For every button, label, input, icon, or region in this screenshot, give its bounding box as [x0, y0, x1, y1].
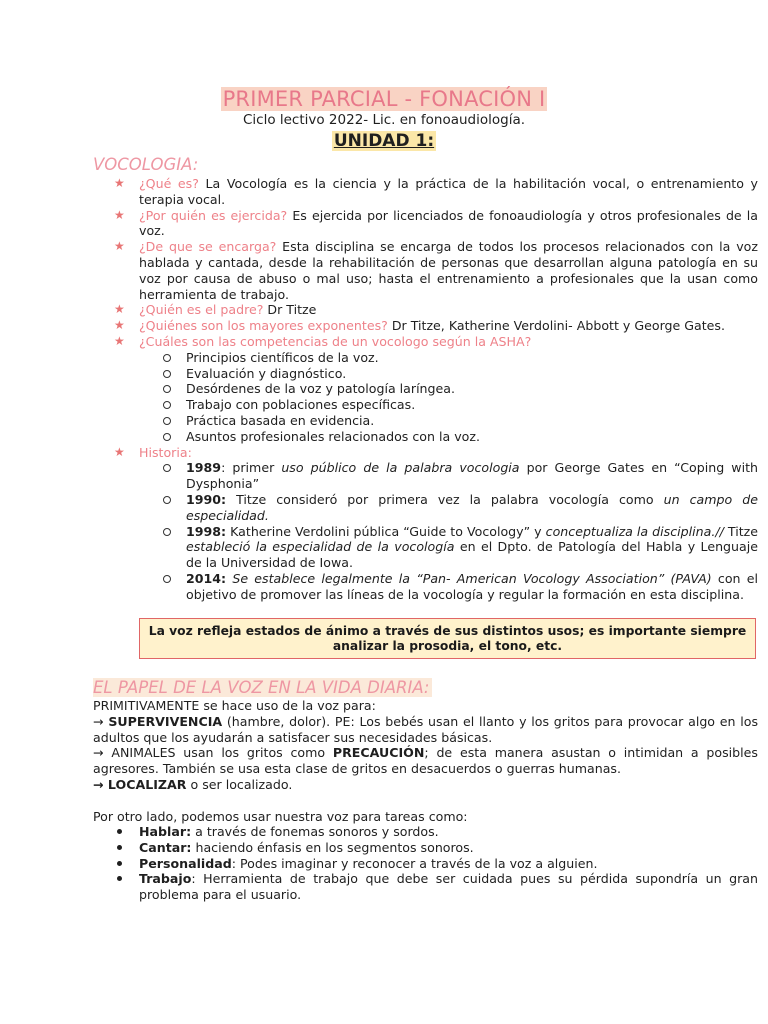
- vocologia-heading: VOCOLOGIA:: [93, 155, 199, 174]
- papel-intro: PRIMITIVAMENTE se hace uso de la voz para:: [93, 698, 376, 713]
- list-item: Asuntos profesionales relacionados con la voz.: [0, 429, 768, 445]
- list-item: Hablar: a través de fonemas sonoros y sordos.: [0, 824, 768, 840]
- list-item: ★ ¿Qué es? La Vocología es la ciencia y la práctica de la habilitación vocal, o entrenamiento y terapia vocal.: [114, 176, 759, 207]
- list-item: ★ ¿Quién es el padre? Dr Titze: [114, 302, 317, 318]
- star-icon: ★: [114, 239, 125, 254]
- star-icon: ★: [114, 207, 125, 222]
- star-icon: ★: [114, 176, 125, 190]
- bullet-dot-icon: [117, 876, 122, 881]
- timeline-entry-1989: 1989: primer uso público de la palabra vocologia por George Gates en “Coping with Dysphonia”: [0, 460, 768, 492]
- list-item: Trabajo con poblaciones específicas.: [0, 397, 768, 413]
- bullet-dot-icon: [117, 829, 122, 834]
- list-item: Práctica basada en evidencia.: [0, 413, 768, 429]
- circle-bullet-icon: [163, 464, 171, 472]
- circle-bullet-icon: [163, 575, 171, 583]
- vocologia-question-list: [0, 176, 768, 603]
- list-item: Desórdenes de la voz y patología laríngea.: [0, 381, 768, 397]
- asha-competencies-list: [0, 350, 768, 445]
- callout-box: La voz refleja estados de ánimo a través de sus distintos usos; es importante siempre analizar la prosodia, el tono, etc.: [139, 618, 756, 659]
- star-icon: ★: [114, 302, 125, 317]
- timeline-entry-2014: 2014: Se establece legalmente la “Pan- American Vocology Association” (PAVA) con el objetivo de promover las líneas de la vocología y regular la formación en esta disciplina.: [0, 571, 768, 603]
- course-subtitle: Ciclo lectivo 2022- Lic. en fonoaudiología.: [242, 112, 526, 128]
- list-item: ★ ¿Cuáles son las competencias de un vocologo según la ASHA?: [114, 333, 532, 349]
- unit-heading: UNIDAD 1:: [333, 131, 435, 151]
- localizar-paragraph: → LOCALIZAR o ser localizado.: [93, 776, 293, 792]
- circle-bullet-icon: [163, 528, 171, 536]
- list-item: Trabajo: Herramienta de trabajo que debe ser cuidada pues su pérdida supondría un gran problema para el usuario.: [0, 871, 768, 903]
- list-item: Principios científicos de la voz.: [0, 350, 768, 366]
- list-item: Evaluación y diagnóstico.: [0, 366, 768, 382]
- list-item: Cantar: haciendo énfasis en los segmentos sonoros.: [0, 840, 768, 856]
- star-icon: ★: [114, 444, 125, 459]
- otro-lado-paragraph: Por otro lado, podemos usar nuestra voz para tareas como:: [93, 808, 468, 824]
- circle-bullet-icon: [163, 385, 171, 393]
- list-item: Personalidad: Podes imaginar y reconocer a través de la voz a alguien.: [0, 856, 768, 872]
- list-item: ★ ¿Quiénes son los mayores exponentes? Dr Titze, Katherine Verdolini- Abbott y George Gates.: [114, 318, 725, 334]
- page-title: PRIMER PARCIAL - FONACIÓN I: [222, 87, 546, 111]
- papel-body: [93, 698, 758, 824]
- historia-item: ★ Historia:: [114, 444, 192, 460]
- star-icon: ★: [114, 318, 125, 333]
- supervivencia-paragraph: → SUPERVIVENCIA (hambre, dolor). PE: Los bebés usan el llanto y los gritos para provocar algo en los adultos que los ayudarán a satisfacer sus necesidades básicas.: [93, 713, 759, 745]
- tareas-list: [0, 824, 768, 903]
- bullet-dot-icon: [117, 861, 122, 866]
- timeline-entry-1990: 1990: Titze consideró por primera vez la palabra vocología como un campo de especialidad.: [0, 492, 768, 524]
- circle-bullet-icon: [163, 370, 171, 378]
- circle-bullet-icon: [163, 354, 171, 362]
- bullet-dot-icon: [117, 845, 122, 850]
- timeline-entry-1998: 1998: Katherine Verdolini pública “Guide to Vocology” y conceptualiza la disciplina.// Titze estableció la especialidad de la vocología en el Dpto. de Patología del Habla y Lenguaje de la Universidad de Iowa.: [0, 524, 768, 571]
- circle-bullet-icon: [163, 417, 171, 425]
- precaucion-paragraph: → ANIMALES usan los gritos como PRECAUCIÓN; de esta manera asustan o intimidan a posibles agresores. También se usa esta clase de gritos en desacuerdos o guerras humanas.: [93, 745, 758, 777]
- circle-bullet-icon: [163, 401, 171, 409]
- circle-bullet-icon: [163, 496, 171, 504]
- historia-timeline: [0, 460, 768, 602]
- list-item: ★ ¿Por quién es ejercida? Es ejercida por licenciados de fonoaudiología y otros profesionales de la voz.: [114, 207, 758, 239]
- star-icon: ★: [114, 333, 125, 348]
- circle-bullet-icon: [163, 433, 171, 441]
- papel-heading: EL PAPEL DE LA VOZ EN LA VIDA DIARIA:: [93, 678, 430, 697]
- list-item: ★ ¿De que se encarga? Esta disciplina se encarga de todos los procesos relacionados con la voz hablada y cantada, desde la rehabilitación de personas que desarrollan alguna patología en su voz por causa de abuso o mal uso; hasta el entrenamiento a profesionales que la usan como herramienta de trabajo.: [114, 239, 758, 302]
